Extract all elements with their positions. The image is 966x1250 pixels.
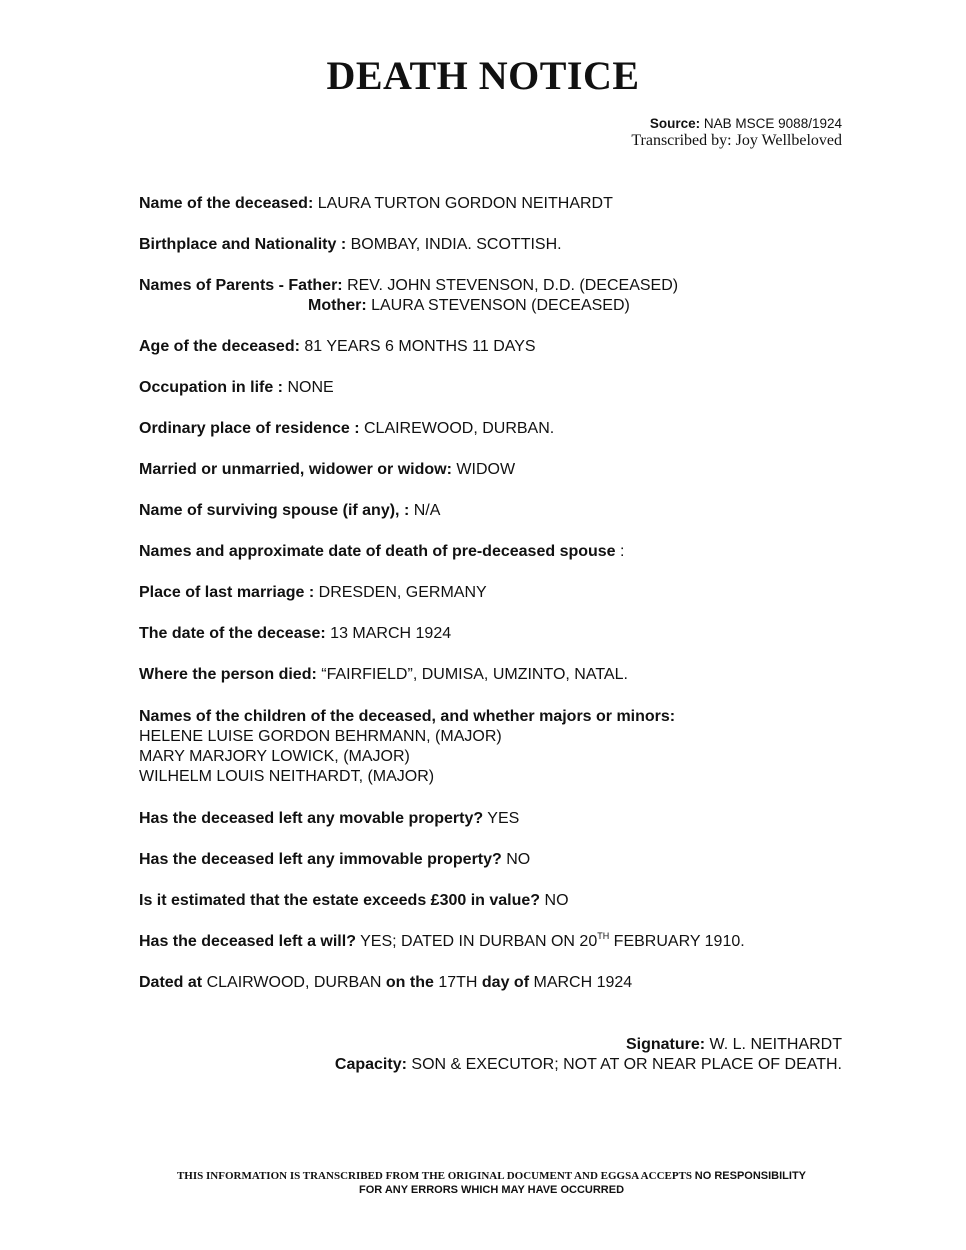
field-age	[139, 337, 536, 357]
field-value: YES	[487, 810, 520, 827]
field-value: LAURA TURTON GORDON NEITHARDT	[317, 195, 613, 212]
field-label: Has the deceased left any movable property?	[139, 810, 484, 827]
field-decease-date	[139, 624, 451, 644]
field-label: Dated at	[139, 974, 203, 991]
field-label: Name of the deceased:	[139, 195, 314, 212]
field-label: Age of the deceased:	[139, 338, 300, 355]
field-label: Has the deceased left any immovable property?	[139, 851, 502, 868]
footer-text: THIS INFORMATION IS TRANSCRIBED FROM THE ORIGINAL DOCUMENT AND EGGSA ACCEPTS	[176, 1170, 693, 1182]
field-residence	[139, 419, 554, 439]
field-parents-mother	[308, 296, 630, 316]
field-label: Is it estimated that the estate exceeds £300 in value?	[139, 892, 541, 909]
child-item: WILHELM LOUIS NEITHARDT, (MAJOR)	[139, 768, 435, 785]
source-label: Source:	[649, 116, 701, 131]
signature-label: Signature:	[625, 1036, 706, 1053]
field-value: YES; DATED IN DURBAN ON 20	[360, 933, 598, 950]
field-surviving-spouse	[139, 501, 440, 521]
field-value: CLAIRWOOD, DURBAN	[206, 974, 382, 991]
source-line	[650, 116, 842, 131]
field-value: N/A	[413, 502, 441, 519]
field-marital-status	[139, 460, 515, 480]
field-label: Has the deceased left a will?	[139, 933, 356, 950]
field-value: DRESDEN, GERMANY	[318, 584, 487, 601]
field-label: The date of the decease:	[139, 625, 326, 642]
field-dated	[139, 973, 632, 993]
field-label: Mother:	[308, 297, 367, 314]
field-label: on the	[385, 974, 434, 991]
capacity-label: Capacity:	[334, 1056, 407, 1073]
field-value: WIDOW	[456, 461, 516, 478]
field-parents-father	[139, 276, 678, 296]
page-title: DEATH NOTICE	[326, 53, 640, 98]
transcribed-by: Transcribed by: Joy Wellbeloved	[631, 132, 842, 149]
field-value: CLAIREWOOD, DURBAN.	[363, 420, 555, 437]
field-label: Name of surviving spouse (if any), :	[139, 502, 410, 519]
capacity-line	[335, 1055, 842, 1075]
field-label: Names of the children of the deceased, and whether majors or minors:	[139, 708, 676, 725]
field-will	[139, 932, 745, 952]
field-value: NO	[544, 892, 569, 909]
field-value: LAURA STEVENSON (DECEASED)	[371, 297, 630, 314]
field-occupation	[139, 378, 334, 398]
field-value: 81 YEARS 6 MONTHS 11 DAYS	[304, 338, 536, 355]
field-label: Married or unmarried, widower or widow:	[139, 461, 452, 478]
source-value: NAB MSCE 9088/1924	[703, 116, 842, 131]
field-value: 17TH	[438, 974, 478, 991]
field-label: Where the person died:	[139, 666, 317, 683]
field-label: Names and approximate date of death of pre-deceased spouse	[139, 543, 616, 560]
field-value: FEBRUARY 1910.	[609, 933, 745, 950]
field-value: REV. JOHN STEVENSON, D.D. (DECEASED)	[347, 277, 679, 294]
field-value: NONE	[287, 379, 334, 396]
footer-disclaimer-line1	[0, 1170, 966, 1182]
signature-line	[626, 1035, 842, 1055]
signature-value: W. L. NEITHARDT	[709, 1036, 842, 1053]
field-label: Father:	[288, 277, 343, 294]
field-place-of-death	[139, 665, 628, 685]
field-value: 13 MARCH 1924	[330, 625, 452, 642]
field-estate-value	[139, 891, 569, 911]
capacity-value: SON & EXECUTOR; NOT AT OR NEAR PLACE OF DEATH.	[411, 1056, 842, 1073]
field-name	[139, 194, 613, 214]
field-label: Names of Parents -	[139, 277, 284, 294]
superscript: TH	[597, 931, 610, 941]
field-value: NO	[506, 851, 531, 868]
field-last-marriage	[139, 583, 487, 603]
field-label: Birthplace and Nationality :	[139, 236, 347, 253]
field-label: Place of last marriage :	[139, 584, 315, 601]
field-immovable-property	[139, 850, 530, 870]
field-value: MARCH 1924	[533, 974, 633, 991]
field-label: Occupation in life :	[139, 379, 284, 396]
field-value: :	[620, 543, 625, 560]
field-movable-property	[139, 809, 519, 829]
footer-disclaimer-line2: FOR ANY ERRORS WHICH MAY HAVE OCCURRED	[358, 1184, 625, 1196]
field-label: day of	[481, 974, 530, 991]
field-value: BOMBAY, INDIA. SCOTTISH.	[350, 236, 562, 253]
field-children-label	[139, 707, 675, 727]
footer-text: NO RESPONSIBILITY	[694, 1170, 807, 1182]
field-label: Ordinary place of residence :	[139, 420, 360, 437]
field-predeceased-spouse	[139, 542, 624, 562]
child-item: MARY MARJORY LOWICK, (MAJOR)	[139, 748, 410, 765]
child-item: HELENE LUISE GORDON BEHRMANN, (MAJOR)	[139, 728, 502, 745]
field-value: “FAIRFIELD”, DUMISA, UMZINTO, NATAL.	[321, 666, 628, 683]
field-birthplace	[139, 235, 562, 255]
